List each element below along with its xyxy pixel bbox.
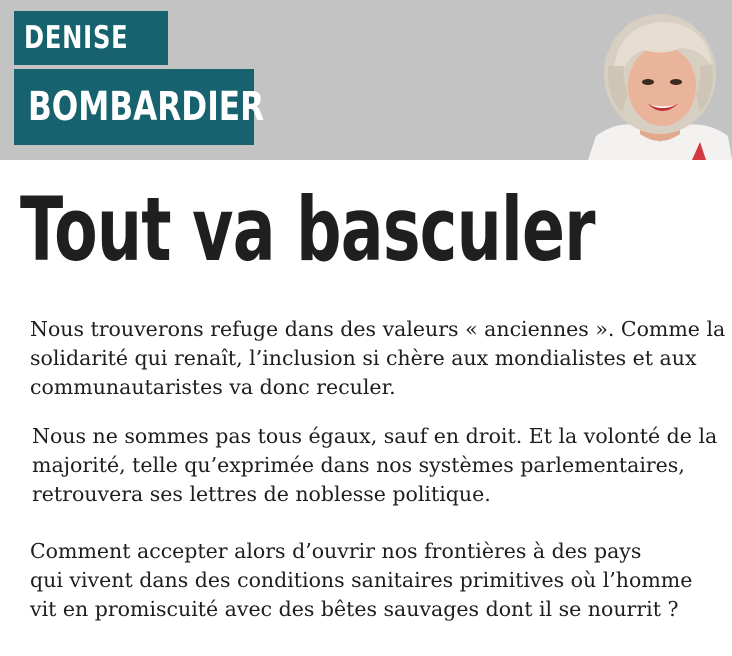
article-paragraph-3 (30, 537, 692, 624)
author-banner (0, 0, 732, 160)
article-paragraph-2 (32, 422, 717, 509)
paragraph-line: Comment accepter alors d’ouvrir nos frontières à des pays (30, 539, 642, 563)
article-paragraph-1 (30, 315, 725, 402)
author-last-name: BOMBARDIER (14, 69, 254, 145)
paragraph-line: Nous trouverons refuge dans des valeurs « anciennes ». Comme la (30, 317, 726, 341)
paragraph-line: Nous ne sommes pas tous égaux, sauf en droit. Et la volonté de la (32, 424, 718, 448)
paragraph-line: majorité, telle qu’exprimée dans nos systèmes parlementaires, (32, 453, 685, 477)
author-portrait-icon (588, 8, 732, 160)
paragraph-line: solidarité qui renaît, l’inclusion si chère aux mondialistes et aux (30, 346, 697, 370)
paragraph-line: retrouvera ses lettres de noblesse politique. (32, 482, 491, 506)
paragraph-line: communautaristes va donc reculer. (30, 375, 396, 399)
article-title: Tout va basculer (20, 178, 595, 281)
paragraph-line: qui vivent dans des conditions sanitaires primitives où l’homme (30, 568, 693, 592)
paragraph-line: vit en promiscuité avec des bêtes sauvages dont il se nourrit ? (30, 597, 679, 621)
author-first-name: DENISE (14, 11, 168, 65)
